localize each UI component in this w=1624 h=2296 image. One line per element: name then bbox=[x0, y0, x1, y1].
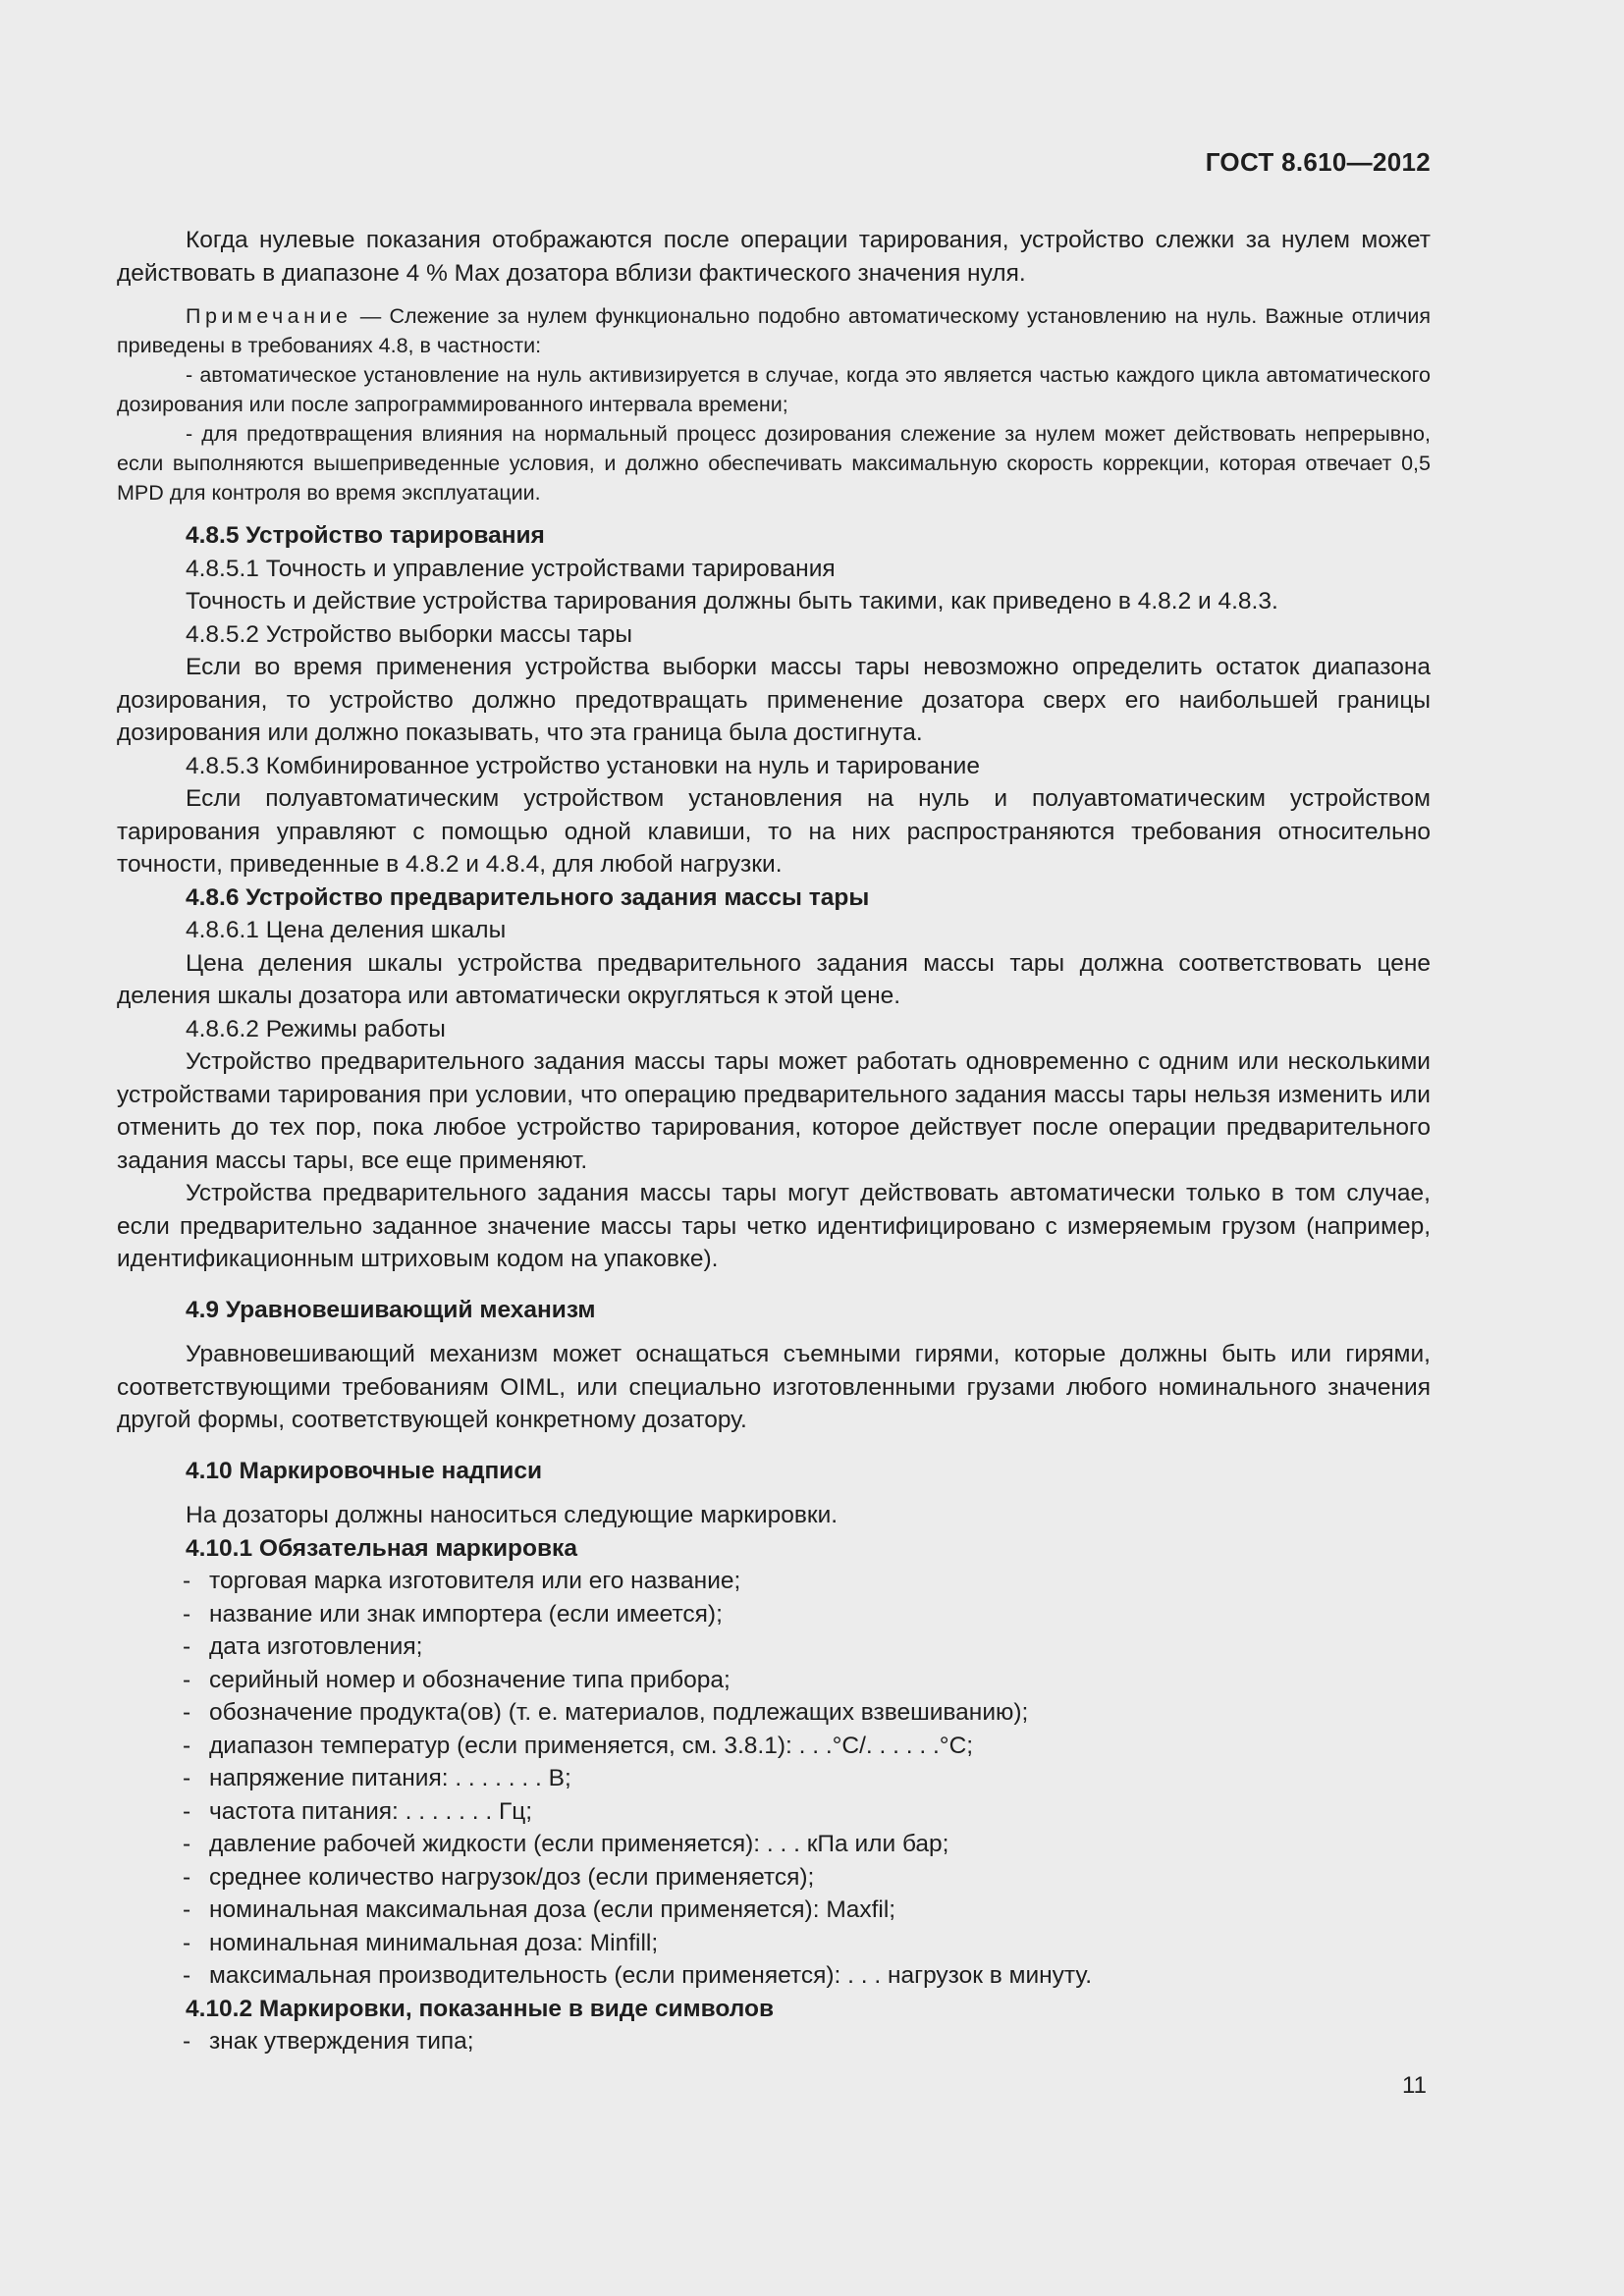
intro-paragraph: Когда нулевые показания отображаются после операции тарирования, устройство слежки за нулем может действовать в диапазоне 4 % Max дозатора вблизи фактического значения нуля. bbox=[117, 227, 1431, 287]
subsection-title-4-8-5-1: 4.8.5.1 Точность и управление устройствами тарирования bbox=[186, 555, 836, 582]
list-item: - среднее количество нагрузок/доз (если применяется); bbox=[183, 1863, 815, 1891]
subsection-title-4-8-6-2: 4.8.6.2 Режимы работы bbox=[186, 1015, 446, 1042]
subsection-title-4-8-5-3: 4.8.5.3 Комбинированное устройство установки на нуль и тарирование bbox=[186, 752, 980, 779]
list-item: - знак утверждения типа; bbox=[183, 2028, 474, 2055]
list-item: - дата изготовления; bbox=[183, 1633, 423, 1660]
paragraph-4-9: Уравновешивающий механизм может оснащаться съемными гирями, которые должны быть или гирями, соответствующими требованиям OIML, или специально изготовленными грузами любого номинального значения другой формы, соответствующей конкретному дозатору. bbox=[117, 1341, 1431, 1433]
section-heading-4-10-2: 4.10.2 Маркировки, показанные в виде символов bbox=[186, 1995, 775, 2022]
note-item-1: - автоматическое установление на нуль активизируется в случае, когда это является частью каждого цикла автоматического дозирования или после запрограммированного интервала времени; bbox=[117, 363, 1431, 416]
list-item: - частота питания: . . . . . . . Гц; bbox=[183, 1797, 533, 1825]
note-text: — Слежение за нулем функционально подобно автоматическому установлению на нуль. Важные отличия приведены в требованиях 4.8, в частности: bbox=[117, 304, 1431, 357]
section-heading-4-8-5: 4.8.5 Устройство тарирования bbox=[186, 522, 545, 549]
list-item: - максимальная производительность (если применяется): . . . нагрузок в минуту. bbox=[183, 1962, 1093, 1989]
page-content bbox=[117, 224, 1431, 2058]
subsection-title-4-8-6-1: 4.8.6.1 Цена деления шкалы bbox=[186, 917, 507, 943]
list-item: - серийный номер и обозначение типа прибора; bbox=[183, 1666, 731, 1693]
subsection-title-4-8-5-2: 4.8.5.2 Устройство выборки массы тары bbox=[186, 620, 633, 648]
standard-code: ГОСТ 8.610—2012 bbox=[1205, 147, 1431, 177]
symbol-marking-list bbox=[117, 2025, 1431, 2058]
list-item: - обозначение продукта(ов) (т. е. материалов, подлежащих взвешиванию); bbox=[183, 1699, 1029, 1726]
section-heading-4-10: 4.10 Маркировочные надписи bbox=[186, 1457, 543, 1484]
paragraph-4-10-intro: На дозаторы должны наноситься следующие маркировки. bbox=[186, 1502, 839, 1528]
paragraph-4-8-6-2a: Устройство предварительного задания массы тары может работать одновременно с одним или несколькими устройствами тарирования при условии, что операцию предварительного задания массы тары нельзя изменить или отменить до тех пор, пока любое устройство тарирования, которое действует после операции предварительного задания массы тары, все еще применяют. bbox=[117, 1048, 1431, 1174]
note-label: Примечание bbox=[186, 304, 352, 328]
note-paragraph bbox=[117, 301, 1431, 360]
note-item-2: - для предотвращения влияния на нормальный процесс дозирования слежение за нулем может действовать непрерывно, если выполняются вышеприведенные условия, и должно обеспечивать максимальную скорость коррекции, которая отвечает 0,5 MPD для контроля во время эксплуатации. bbox=[117, 422, 1431, 505]
list-item: - напряжение питания: . . . . . . . В; bbox=[183, 1765, 571, 1791]
section-heading-4-8-6: 4.8.6 Устройство предварительного задания массы тары bbox=[186, 883, 870, 911]
list-item: - номинальная минимальная доза: Minfill; bbox=[183, 1929, 659, 1956]
list-item: - давление рабочей жидкости (если применяется): . . . кПа или бар; bbox=[183, 1831, 949, 1857]
list-item: - номинальная максимальная доза (если применяется): Maxfil; bbox=[183, 1896, 896, 1923]
paragraph-4-8-6-1: Цена деления шкалы устройства предварительного задания массы тары должна соответствовать цене деления шкалы дозатора или автоматически округляться к этой цене. bbox=[117, 949, 1431, 1009]
section-heading-4-10-1: 4.10.1 Обязательная маркировка bbox=[186, 1534, 577, 1562]
list-item: - название или знак импортера (если имеется); bbox=[183, 1600, 723, 1628]
section-heading-4-9: 4.9 Уравновешивающий механизм bbox=[186, 1296, 596, 1323]
page-number: 11 bbox=[1402, 2072, 1427, 2099]
mandatory-marking-list bbox=[117, 1565, 1431, 1993]
paragraph-4-8-5-2: Если во время применения устройства выборки массы тары невозможно определить остаток диапазона дозирования, то устройство должно предотвращать применение дозатора сверх его наибольшей границы дозирования или должно показывать, что эта граница была достигнута. bbox=[117, 654, 1431, 746]
paragraph-4-8-5-1: Точность и действие устройства тарирования должны быть такими, как приведено в 4.8.2 и 4.8.3. bbox=[186, 588, 1278, 614]
paragraph-4-8-5-3: Если полуавтоматическим устройством установления на нуль и полуавтоматическим устройством тарирования управляют с помощью одной клавиши, то на них распространяются требования относительно точности, приведенные в 4.8.2 и 4.8.4, для любой нагрузки. bbox=[117, 785, 1431, 878]
paragraph-4-8-6-2b: Устройства предварительного задания массы тары могут действовать автоматически только в том случае, если предварительно заданное значение массы тары четко идентифицировано с измеряемым грузом (например, идентификационным штриховым кодом на упаковке). bbox=[117, 1180, 1431, 1272]
list-item: - диапазон температур (если применяется, см. 3.8.1): . . .°С/. . . . . .°С; bbox=[183, 1732, 974, 1759]
list-item: - торговая марка изготовителя или его название; bbox=[183, 1568, 741, 1594]
